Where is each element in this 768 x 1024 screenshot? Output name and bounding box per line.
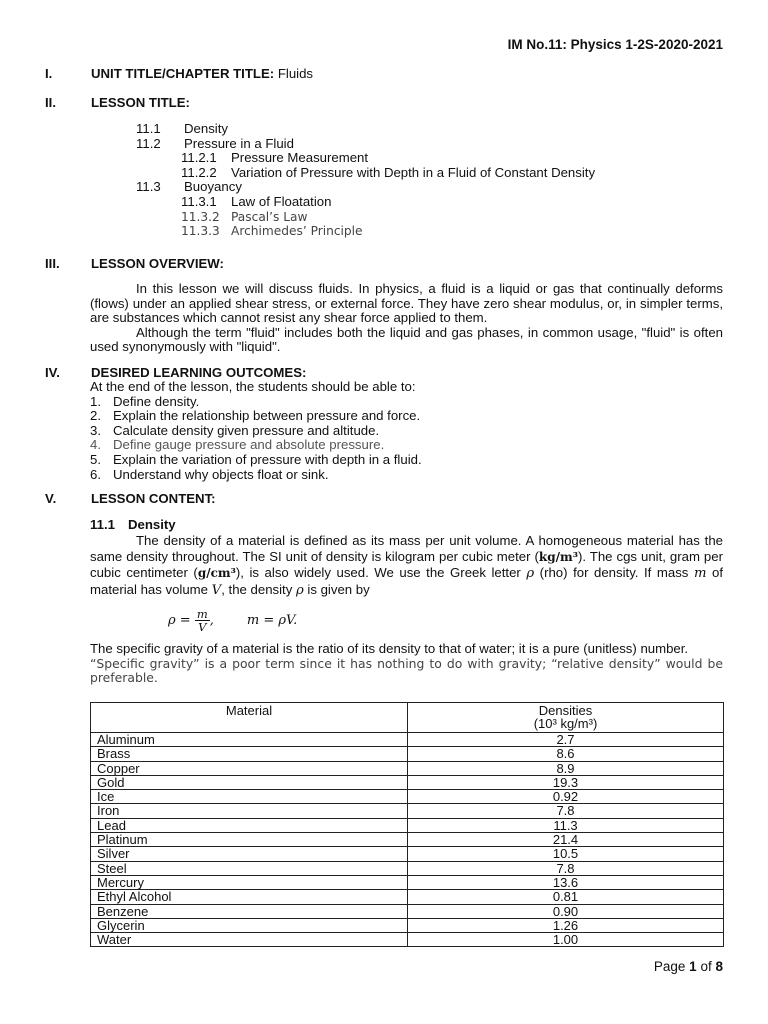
section-label: LESSON CONTENT: (91, 491, 216, 506)
density-cell: 0.90 (408, 904, 724, 918)
section-number: III. (45, 256, 60, 271)
section-number: V. (45, 491, 57, 506)
overview-paragraph: Although the term "fluid" includes both the liquid and gas phases, in common usage, "fluid" is often used synonymously with "liquid". (90, 324, 723, 355)
material-cell: Lead (91, 818, 408, 832)
outcome-item: 2. Explain the relationship between pressure and force. (90, 408, 421, 424)
section-number: IV. (45, 365, 60, 380)
material-cell: Brass (91, 747, 408, 761)
specific-gravity-text (90, 642, 723, 686)
si-unit: kg/m³ (538, 549, 578, 564)
material-cell: Copper (91, 761, 408, 775)
lesson-item: 11.3.2 Pascal’s Law (181, 209, 308, 224)
density-cell: 7.8 (408, 804, 724, 818)
material-cell: Aluminum (91, 733, 408, 747)
lesson-item: 11.3.3 Archimedes’ Principle (181, 224, 363, 239)
section-lesson-overview (45, 257, 224, 272)
outcome-item: 5. Explain the variation of pressure with depth in a fluid. (90, 451, 422, 467)
table-row (91, 861, 724, 875)
material-cell: Steel (91, 861, 408, 875)
material-cell: Iron (91, 804, 408, 818)
lesson-item: 11.2.1 Pressure Measurement (181, 150, 369, 166)
densities-table (90, 702, 724, 947)
section-lesson-content (45, 492, 216, 507)
density-cell: 21.4 (408, 833, 724, 847)
page-number: Page 1 of 8 (653, 959, 723, 974)
fraction: $\frac{m}{V}$ (196, 607, 208, 634)
density-cell: 13.6 (408, 875, 724, 889)
density-cell: 19.3 (408, 775, 724, 789)
density-cell: 0.92 (408, 790, 724, 804)
table-row (91, 847, 724, 861)
density-cell: 11.3 (408, 818, 724, 832)
overview-text (90, 282, 723, 355)
table-row (91, 733, 724, 747)
outcome-item: 1. Define density. (90, 393, 200, 409)
outcome-item: 4. Define gauge pressure and absolute pressure. (90, 437, 385, 453)
specific-gravity-note: “Specific gravity” is a poor term since it has nothing to do with gravity; “relative density” would be preferable. (90, 655, 723, 686)
density-cell: 2.7 (408, 733, 724, 747)
lesson-item: 11.3 Buoyancy (136, 179, 242, 195)
section-label: UNIT TITLE/CHAPTER TITLE: (91, 66, 275, 81)
material-cell: Water (91, 933, 408, 947)
table-row (91, 833, 724, 847)
section-label: LESSON OVERVIEW: (91, 256, 224, 271)
table-row (91, 747, 724, 761)
column-header-material: Material (91, 703, 408, 733)
table-row (91, 790, 724, 804)
material-cell: Benzene (91, 904, 408, 918)
material-cell: Glycerin (91, 918, 408, 932)
density-cell: 10.5 (408, 847, 724, 861)
lesson-item: 11.2.2 Variation of Pressure with Depth in a Fluid of Constant Density (181, 164, 596, 180)
material-cell: Silver (91, 847, 408, 861)
document-header: IM No.11: Physics 1-2S-2020-2021 (507, 37, 723, 52)
table-row (91, 904, 724, 918)
material-cell: Mercury (91, 875, 408, 889)
unit-title-value: Fluids (277, 66, 314, 81)
section-lesson-title (45, 96, 190, 111)
lesson-item: 11.2 Pressure in a Fluid (136, 135, 294, 151)
outcomes-list (90, 380, 723, 482)
density-definition: The density of a material is defined as its mass per unit volume. A homogeneous material has the same density throughout. The SI unit of density is kilogram per cubic meter (kg/m³). The cgs unit, gram per cubic centimeter (g/cm³), is also widely used. We use the Greek letter ρ (rho) for density. If mass m of material has volume V, the density ρ is given by (90, 533, 723, 598)
density-cell: 7.8 (408, 861, 724, 875)
material-cell: Ice (91, 790, 408, 804)
density-cell: 8.9 (408, 761, 724, 775)
outcome-item: 6. Understand why objects float or sink. (90, 466, 329, 482)
table-row (91, 804, 724, 818)
material-cell: Platinum (91, 833, 408, 847)
density-cell: 8.6 (408, 747, 724, 761)
lesson-list (136, 122, 595, 239)
overview-paragraph: In this lesson we will discuss fluids. In physics, a fluid is a liquid or gas that continually deforms (flows) under an applied shear stress, or external force. They have zero shear modulus, or, in simpler terms, are substances which cannot resist any shear force applied to them. (90, 281, 723, 326)
lesson-item: 11.3.1 Law of Floatation (181, 193, 332, 209)
subsection-density-heading: 11.1 Density (90, 517, 176, 532)
lesson-item: 11.1 Density (136, 121, 228, 136)
density-cell: 0.81 (408, 890, 724, 904)
density-cell: 1.26 (408, 918, 724, 932)
material-cell: Ethyl Alcohol (91, 890, 408, 904)
table-header-row (91, 703, 724, 733)
section-unit-title (45, 67, 313, 82)
section-number: II. (45, 95, 56, 110)
specific-gravity-definition: The specific gravity of a material is the ratio of its density to that of water; it is a pure (unitless) number. (90, 641, 689, 656)
outcome-item: 3. Calculate density given pressure and altitude. (90, 422, 380, 438)
density-formula: ρ = $\frac{m}{V}$ , m = ρV. (168, 607, 298, 634)
table-row (91, 775, 724, 789)
section-label: LESSON TITLE: (91, 95, 190, 110)
table-row (91, 933, 724, 947)
section-label: DESIRED LEARNING OUTCOMES: (91, 365, 307, 380)
material-cell: Gold (91, 775, 408, 789)
table-row (91, 890, 724, 904)
section-number: I. (45, 66, 53, 81)
table-row (91, 918, 724, 932)
density-cell: 1.00 (408, 933, 724, 947)
table-row (91, 761, 724, 775)
table-row (91, 875, 724, 889)
column-header-density: Densities (10³ kg/m³) (408, 703, 724, 733)
outcomes-intro: At the end of the lesson, the students should be able to: (90, 379, 416, 394)
table-row (91, 818, 724, 832)
cgs-unit: g/cm³ (197, 566, 236, 580)
